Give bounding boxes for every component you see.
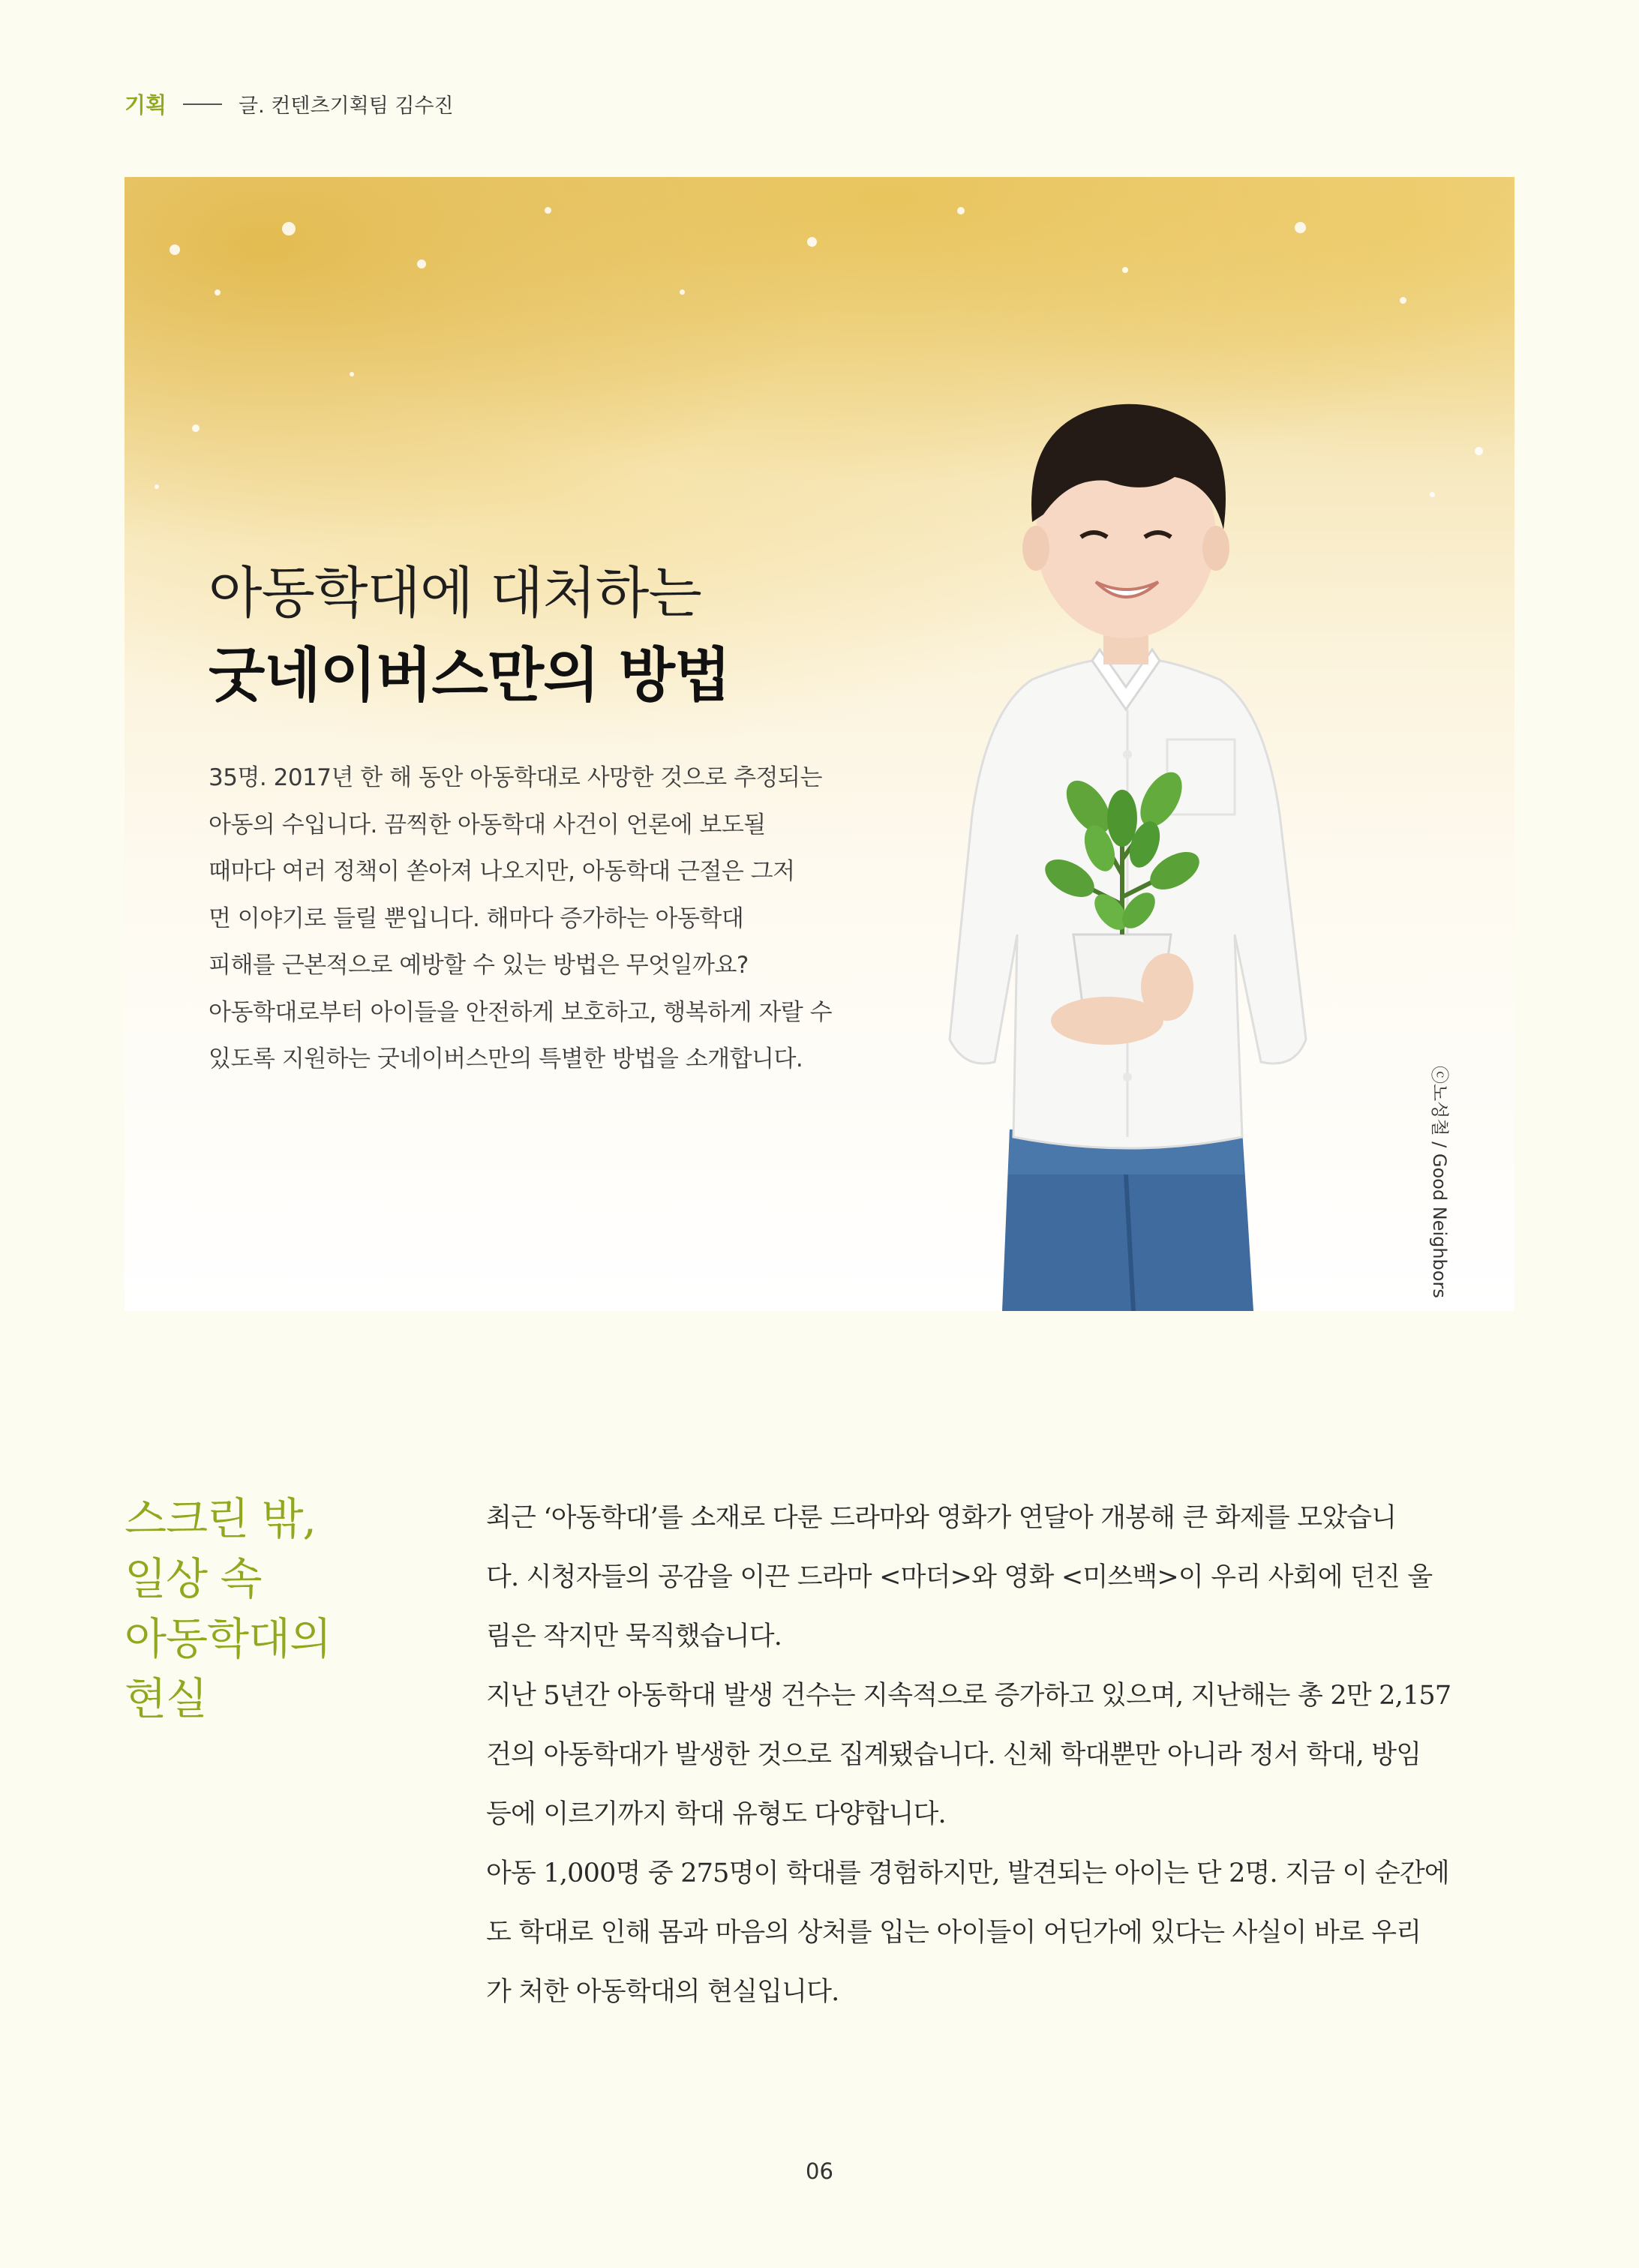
sparkle (215, 290, 221, 296)
section-title-line: 현실 (125, 1673, 208, 1724)
sparkle (1295, 222, 1306, 233)
sparkle (1430, 492, 1435, 497)
article-line: 아동 1,000명 중 275명이 학대를 경험하지만, 발견되는 아이는 단 2명. 지금 이 순간에 (486, 1858, 1449, 1888)
sparkle (1400, 297, 1406, 304)
article-body (486, 1489, 1515, 2022)
sparkle (680, 290, 685, 295)
section-title (125, 1489, 331, 1729)
sparkle (170, 244, 180, 255)
header-divider (183, 104, 222, 105)
photo-credit: ⓒ노성철 / Good Neighbors (1429, 1066, 1450, 1298)
hero-intro-line: 피해를 근본적으로 예방할 수 있는 방법은 무엇일까요? (209, 952, 749, 979)
sparkle (350, 372, 354, 376)
hero-intro-line: 아동학대로부터 아이들을 안전하게 보호하고, 행복하게 자랄 수 (209, 998, 833, 1026)
sparkle (957, 207, 965, 214)
article-line: 지난 5년간 아동학대 발생 건수는 지속적으로 증가하고 있으며, 지난해는 총 2만 2,157 (486, 1681, 1451, 1711)
category-label: 기획 (125, 92, 167, 118)
child-with-plant-photo (920, 290, 1340, 1311)
article-line: 등에 이르기까지 학대 유형도 다양합니다. (486, 1799, 946, 1829)
article-line: 건의 아동학대가 발생한 것으로 집계됐습니다. 신체 학대뿐만 아니라 정서 학대, 방임 (486, 1740, 1421, 1770)
sparkle (1122, 267, 1128, 273)
article-line: 다. 시청자들의 공감을 이끈 드라마 <마더>와 영화 <미쓰백>이 우리 사회에 던진 울 (486, 1562, 1433, 1592)
sparkle (545, 207, 551, 214)
article-line: 가 처한 아동학대의 현실입니다. (486, 1977, 839, 2007)
page-header (125, 88, 454, 119)
sparkle (417, 260, 426, 268)
hero-title-line1: 아동학대에 대처하는 (209, 561, 701, 626)
section-title-line: 일상 속 (125, 1553, 262, 1604)
hero-intro-line: 35명. 2017년 한 해 동안 아동학대로 사망한 것으로 추정되는 (209, 764, 822, 791)
hero-intro (209, 754, 884, 1083)
hero-intro-line: 먼 이야기로 들릴 뿐입니다. 해마다 증가하는 아동학대 (209, 904, 744, 932)
sparkle (807, 237, 817, 247)
sparkle (1475, 447, 1483, 455)
article-line: 림은 작지만 묵직했습니다. (486, 1622, 782, 1652)
article-line: 최근 ‘아동학대’를 소재로 다룬 드라마와 영화가 연달아 개봉해 큰 화제를 모았습니 (486, 1503, 1397, 1533)
hero-banner (125, 177, 1514, 1311)
byline: 글. 컨텐츠기획팀 김수진 (239, 94, 454, 118)
article-line: 도 학대로 인해 몸과 마음의 상처를 입는 아이들이 어딘가에 있다는 사실이 바로 우리 (486, 1918, 1421, 1948)
hero-intro-line: 때마다 여러 정책이 쏟아져 나오지만, 아동학대 근절은 그저 (209, 858, 795, 885)
sparkle (155, 484, 159, 489)
section-title-line: 아동학대의 (125, 1613, 332, 1664)
section-title-line: 스크린 밖, (125, 1493, 316, 1544)
hero-title (209, 552, 730, 717)
page-number: 06 (806, 2158, 833, 2184)
hero-title-line2: 굿네이버스만의 방법 (209, 642, 731, 710)
sparkle (282, 222, 296, 236)
hero-intro-line: 있도록 지원하는 굿네이버스만의 특별한 방법을 소개합니다. (209, 1046, 803, 1072)
hero-intro-line: 아동의 수입니다. 끔찍한 아동학대 사건이 언론에 보도될 (209, 811, 766, 838)
sparkle (192, 424, 200, 432)
